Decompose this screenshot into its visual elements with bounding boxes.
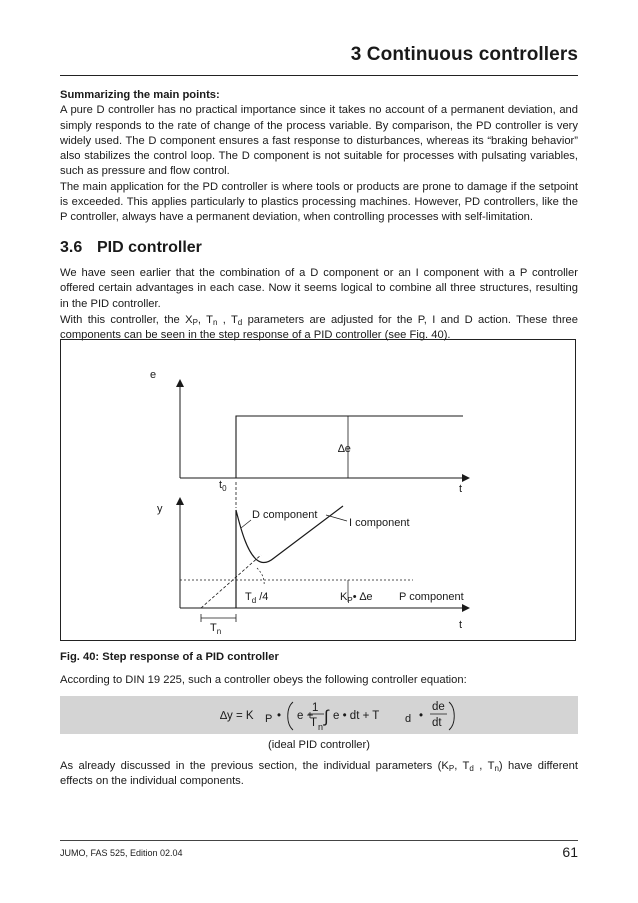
params-text-pre: With this controller, the X: [60, 314, 193, 326]
eq-close-paren: [449, 702, 454, 730]
closing-text-pre: As already discussed in the previous section, the individual parameters (K: [60, 760, 449, 772]
equation-note: (ideal PID controller): [268, 739, 370, 751]
eq-kp-sub: P: [265, 713, 273, 725]
summary-paragraph-2: The main application for the PD controller is where tools or products are prone to damage if the setpoint is exceeded. This applies particularly to plastics processing machines. However, PD controllers, like the P controller, always have a permanent deviation, when controlling processes with self-limitation.: [60, 180, 578, 224]
kp-delta-e-label: [340, 591, 372, 605]
delta-e-label: ∆e: [338, 443, 351, 455]
eq-frac-den: T: [310, 717, 318, 729]
figure-caption: Fig. 40: Step response of a PID controller: [60, 651, 279, 663]
summary-heading: Summarizing the main points:: [60, 89, 220, 101]
header-divider: [60, 75, 578, 76]
step-response-figure: [60, 339, 576, 641]
closing-text-post: ) have different effects on the individual components.: [60, 760, 578, 788]
tn-label: [210, 622, 221, 636]
eq-frac-den-sub: n: [318, 722, 324, 732]
eq-dt: dt: [432, 717, 442, 729]
params-text-mid2: , T: [217, 314, 238, 326]
params-text-mid1: , T: [197, 314, 213, 326]
closing-block: [60, 759, 578, 790]
eq-lhs: ∆y = K: [220, 710, 254, 722]
y-axis-label: y: [157, 503, 163, 515]
eq-td-sub: d: [405, 713, 412, 725]
td-suffix: /4: [256, 591, 269, 603]
eq-open-paren: [288, 702, 293, 730]
kp-sub: P: [347, 596, 353, 605]
params-text-post: parameters are adjusted for the P, I and D action. These three components can be seen in the step response of a PID controller (see Fig. 40).: [60, 314, 578, 342]
eq-e-dt: e • dt + T: [333, 710, 380, 722]
td-main: T: [245, 591, 252, 603]
t-axis-label-top: t: [459, 483, 463, 495]
section-heading: [60, 239, 202, 257]
t0-sub: 0: [222, 484, 227, 493]
i-component-leader: [326, 515, 347, 521]
d-component-label: D component: [252, 509, 318, 521]
closing-text-mid2: , T: [473, 760, 495, 772]
td-quarter-marker: [257, 568, 264, 586]
e-axis-label: e: [150, 369, 157, 381]
t0-label: [219, 479, 227, 493]
i-component-label: I component: [349, 517, 410, 529]
eq-de: de: [432, 701, 445, 713]
params-sub-p: P: [192, 318, 198, 327]
eq-bullet-2: •: [419, 710, 424, 722]
closing-sub-p: P: [448, 764, 455, 773]
eq-e-plus: e +: [297, 710, 314, 722]
section-title: PID controller: [97, 239, 202, 256]
closing-sub-n: n: [494, 764, 499, 773]
footer-divider: [60, 840, 578, 841]
pid-response-curve: [236, 506, 343, 608]
d-component-leader: [241, 520, 251, 528]
tn-main: T: [210, 622, 217, 634]
td-sub: d: [251, 596, 257, 605]
t0-main: t: [219, 479, 223, 491]
td-quarter-label: [245, 591, 268, 605]
params-sub-d: d: [237, 318, 243, 327]
equation-band: [60, 696, 578, 734]
kp-suffix: • ∆e: [352, 591, 373, 603]
equation-intro: [60, 673, 578, 688]
summary-block: [60, 88, 578, 226]
section-number: 3.6: [60, 239, 83, 256]
summary-paragraph-1: A pure D controller has no practical importance since it takes no account of a permanent deviation, and simply responds to the rate of change of the process variable. By comparison, the PD controller is very widely used. The D component ensures a fast response to disturbances, whereas its “braking behavior” also stabilizes the control loop. The D component is not suitable for processes with pulsating variables, such as pressure and flow control.: [60, 104, 578, 178]
eq-frac-num: 1: [312, 702, 319, 714]
pid-equation: [60, 696, 578, 734]
step-response-diagram: [61, 340, 577, 642]
eq-bullet-1: •: [277, 710, 282, 722]
eq-integral: ∫: [324, 707, 329, 726]
closing-sub-d: d: [469, 764, 474, 773]
t-axis-label-bottom: t: [459, 619, 463, 631]
closing-text-mid1: , T: [454, 760, 470, 772]
p-component-label: P component: [399, 591, 464, 603]
footer-publication: JUMO, FAS 525, Edition 02.04: [60, 848, 183, 858]
chapter-title: 3 Continuous controllers: [350, 44, 578, 65]
section-intro-paragraph: We have seen earlier that the combination of a D component or an I component with a P controller offered certain advantages in each case. Now it seems logical to combine all three structures, resulting in the PID controller.: [60, 267, 578, 310]
tn-sub: n: [216, 627, 222, 636]
equation-intro-paragraph: According to DIN 19 225, such a controller obeys the following controller equation:: [60, 674, 467, 686]
params-sub-n: n: [212, 318, 218, 327]
section-intro: [60, 266, 578, 312]
kp-main: K: [340, 591, 348, 603]
page-number: 61: [562, 844, 578, 860]
closing-paragraph: [60, 759, 578, 790]
